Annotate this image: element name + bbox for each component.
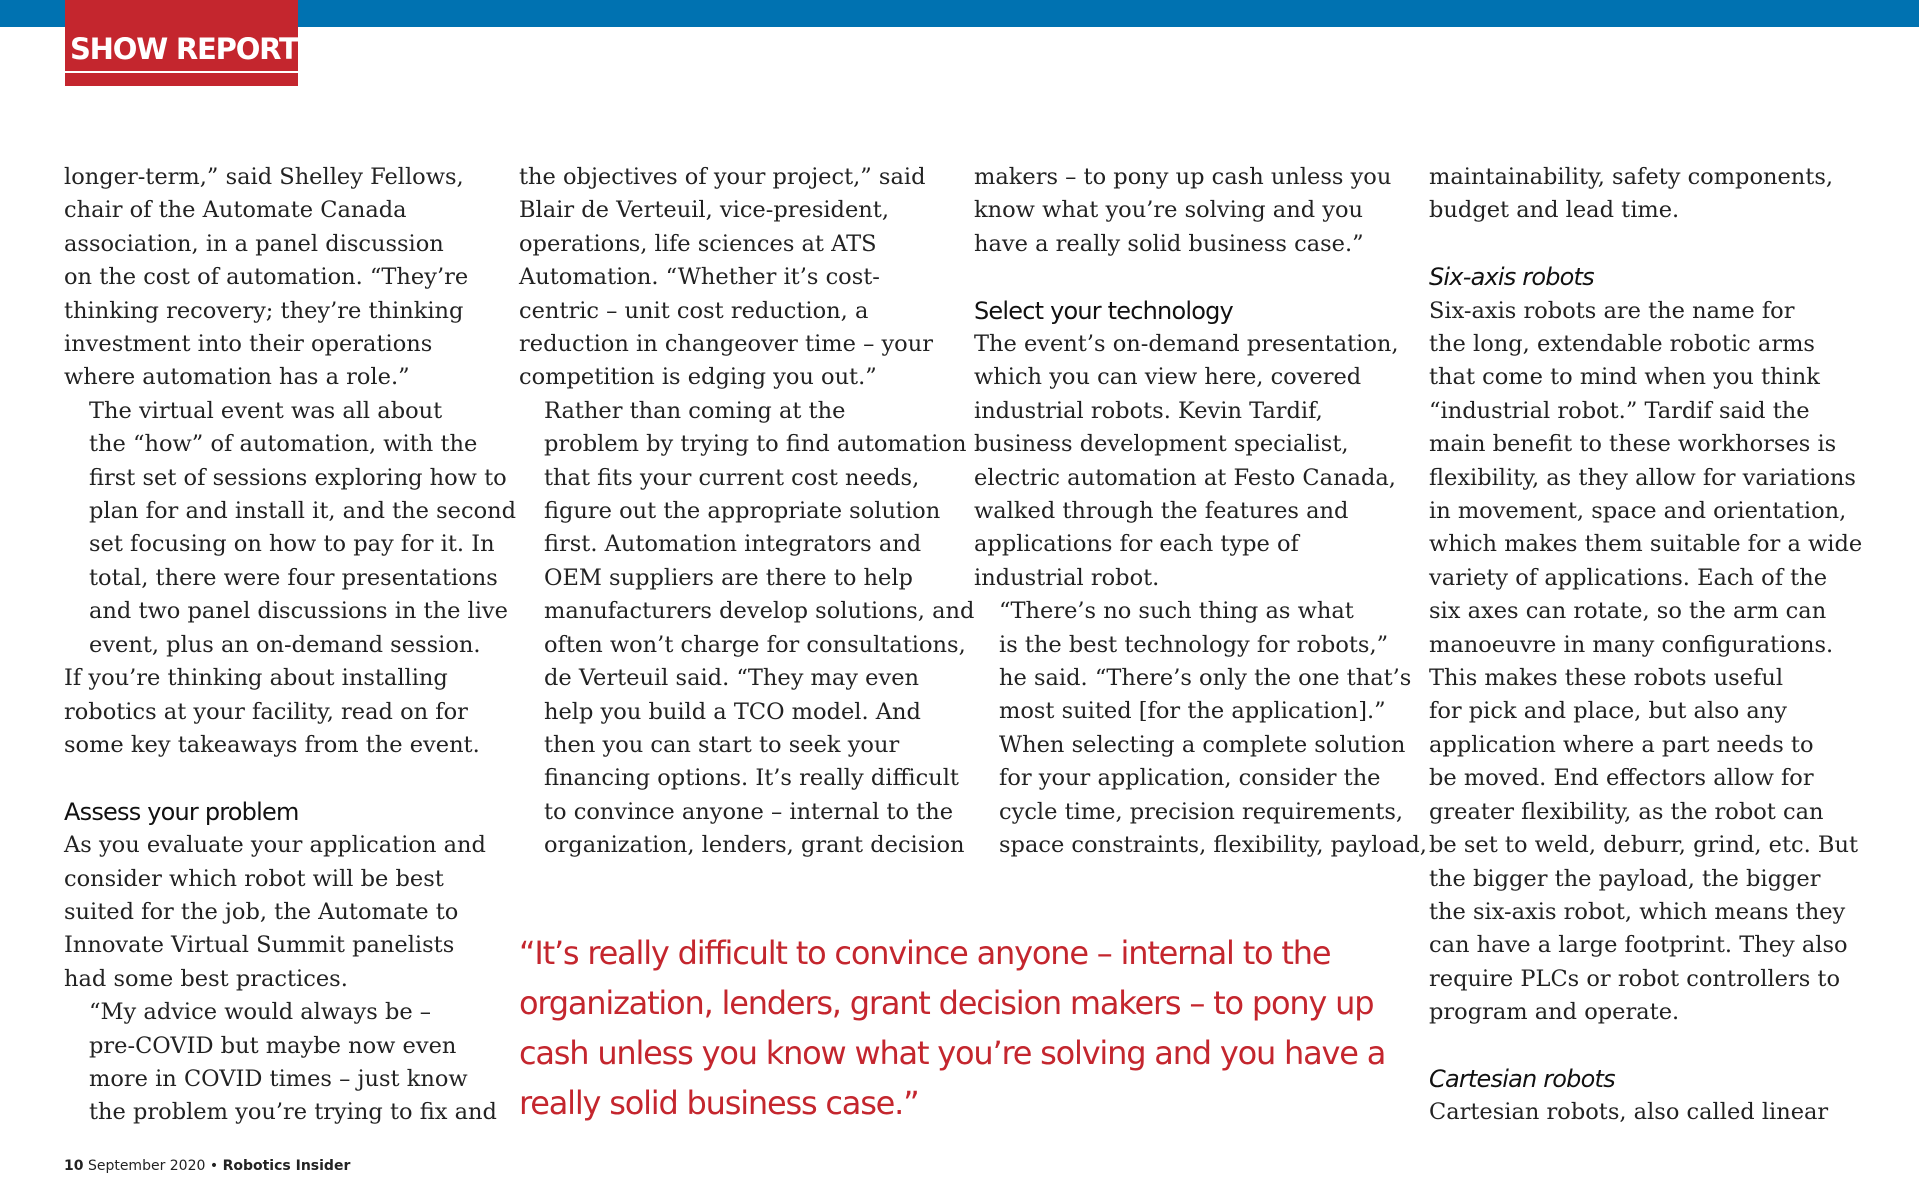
subheading-six-axis-robots: Six-axis robots xyxy=(1429,263,1594,292)
text-line: main benefit to these workhorses is xyxy=(1429,431,1837,458)
paragraph xyxy=(64,829,494,996)
text-line: operations, life sciences at ATS xyxy=(519,230,877,257)
text-line: some key takeaways from the event. xyxy=(64,731,480,758)
text-line: the long, extendable robotic arms xyxy=(1429,331,1815,357)
text-line: event, plus an on-demand session. xyxy=(89,631,481,658)
text-line: robotics at your facility, read on for xyxy=(64,698,468,725)
text-line: “My advice would always be – xyxy=(89,999,432,1026)
magazine-name: Robotics Insider xyxy=(222,1158,351,1174)
paragraph xyxy=(1429,295,1869,1030)
text-line: total, there were four presentations xyxy=(89,564,498,591)
text-line: competition is edging you out.” xyxy=(519,364,877,391)
text-line: maintainability, safety components, xyxy=(1429,164,1834,190)
text-line: the bigger the payload, the bigger xyxy=(1429,865,1821,892)
page-footer xyxy=(64,1158,350,1174)
subheading-select-your-technology: Select your technology xyxy=(974,296,1233,325)
text-line: As you evaluate your application and xyxy=(64,832,486,859)
text-line: Blair de Verteuil, vice-president, xyxy=(519,197,889,224)
text-line: de Verteuil said. “They may even xyxy=(544,665,920,692)
paragraph xyxy=(974,595,1412,729)
paragraph xyxy=(974,161,1404,261)
section-tab-rule xyxy=(65,71,298,73)
text-line: organization, lenders, grant decision xyxy=(544,832,965,859)
text-line: require PLCs or robot controllers to xyxy=(1429,965,1841,992)
text-line: plan for and install it, and the second xyxy=(89,498,517,525)
text-line: business development specialist, xyxy=(974,431,1349,458)
text-line: OEM suppliers are there to help xyxy=(544,564,913,591)
text-line: centric – unit cost reduction, a xyxy=(519,297,869,324)
text-line: The virtual event was all about xyxy=(89,397,443,424)
text-line: to convince anyone – internal to the xyxy=(544,798,954,825)
paragraph xyxy=(974,729,1427,863)
text-line: which makes them suitable for a wide xyxy=(1429,531,1863,558)
paragraph xyxy=(1429,1096,1869,1129)
text-line: application where a part needs to xyxy=(1429,731,1814,758)
text-line: figure out the appropriate solution xyxy=(544,498,941,525)
text-line: consider which robot will be best xyxy=(64,865,444,892)
text-line: industrial robot. xyxy=(974,564,1160,591)
text-line: chair of the Automate Canada xyxy=(64,197,407,224)
text-line: The event’s on-demand presentation, xyxy=(974,331,1399,357)
text-line: for pick and place, but also any xyxy=(1429,698,1788,725)
text-line: and two panel discussions in the live xyxy=(89,598,508,625)
column-4 xyxy=(1429,161,1869,1130)
text-line: “There’s no such thing as what xyxy=(999,598,1354,625)
text-line: space constraints, flexibility, payload, xyxy=(999,832,1427,859)
subheading-cartesian-robots: Cartesian robots xyxy=(1429,1064,1615,1093)
section-label: SHOW REPORT xyxy=(70,32,298,66)
text-line: where automation has a role.” xyxy=(64,364,410,391)
text-line: longer-term,” said Shelley Fellows, xyxy=(64,164,464,190)
text-line: variety of applications. Each of the xyxy=(1429,564,1828,591)
text-line: industrial robots. Kevin Tardif, xyxy=(974,397,1323,424)
text-line: know what you’re solving and you xyxy=(974,197,1364,224)
paragraph xyxy=(974,328,1404,595)
text-line: first. Automation integrators and xyxy=(544,531,922,558)
text-line: budget and lead time. xyxy=(1429,197,1680,224)
text-line: set focusing on how to pay for it. In xyxy=(89,531,495,558)
issue-date: September 2020 xyxy=(87,1158,206,1174)
text-line: on the cost of automation. “They’re xyxy=(64,264,469,291)
text-line: walked through the features and xyxy=(974,498,1349,525)
section-tab xyxy=(65,0,298,86)
text-line: have a really solid business case.” xyxy=(974,230,1364,257)
text-line: suited for the job, the Automate to xyxy=(64,898,459,925)
paragraph xyxy=(64,161,494,395)
text-line: This makes these robots useful xyxy=(1429,665,1784,692)
text-line: applications for each type of xyxy=(974,531,1299,558)
text-line: cycle time, precision requirements, xyxy=(999,798,1404,825)
text-line: is the best technology for robots,” xyxy=(999,631,1389,658)
text-line: that come to mind when you think xyxy=(1429,364,1820,391)
text-line: thinking recovery; they’re thinking xyxy=(64,297,464,324)
text-line: be moved. End effectors allow for xyxy=(1429,765,1814,792)
text-line: can have a large footprint. They also xyxy=(1429,932,1848,959)
paragraph xyxy=(1429,161,1869,228)
text-line: flexibility, as they allow for variations xyxy=(1429,464,1856,491)
text-line: electric automation at Festo Canada, xyxy=(974,464,1396,491)
text-line: the six-axis robot, which means they xyxy=(1429,898,1846,925)
text-line: financing options. It’s really difficult xyxy=(544,765,959,792)
text-line: the problem you’re trying to fix and xyxy=(89,1099,497,1126)
column-1 xyxy=(64,161,517,1130)
text-line: often won’t charge for consultations, xyxy=(544,631,966,658)
footer-separator: • xyxy=(209,1158,219,1174)
column-2 xyxy=(519,161,975,863)
text-line: manufacturers develop solutions, and xyxy=(544,598,975,625)
text-line: When selecting a complete solution xyxy=(999,731,1406,758)
text-line: greater flexibility, as the robot can xyxy=(1429,798,1824,825)
page-number: 10 xyxy=(64,1158,84,1174)
text-line: first set of sessions exploring how to xyxy=(89,464,507,491)
text-line: Rather than coming at the xyxy=(544,397,846,424)
text-line: organization, lenders, grant decision makers – to pony up xyxy=(519,984,1374,1022)
text-line: that fits your current cost needs, xyxy=(544,464,920,491)
text-line: “industrial robot.” Tardif said the xyxy=(1429,397,1810,424)
text-line: If you’re thinking about installing xyxy=(64,665,448,692)
text-line: more in COVID times – just know xyxy=(89,1065,468,1092)
text-line: Six-axis robots are the name for xyxy=(1429,297,1795,324)
text-line: association, in a panel discussion xyxy=(64,230,444,257)
text-line: problem by trying to find automation xyxy=(544,431,967,458)
text-line: then you can start to seek your xyxy=(544,731,900,758)
text-line: most suited [for the application].” xyxy=(999,698,1386,725)
text-line: Automation. “Whether it’s cost- xyxy=(519,264,880,291)
text-line: he said. “There’s only the one that’s xyxy=(999,665,1412,692)
column-3 xyxy=(974,161,1427,863)
text-line: makers – to pony up cash unless you xyxy=(974,164,1392,190)
text-line: manoeuvre in many configurations. xyxy=(1429,631,1834,658)
text-line: cash unless you know what you’re solving and you have a xyxy=(519,1034,1386,1072)
subheading-assess-your-problem: Assess your problem xyxy=(64,797,299,826)
text-line: help you build a TCO model. And xyxy=(544,698,921,725)
text-line: pre-COVID but maybe now even xyxy=(89,1032,457,1059)
text-line: program and operate. xyxy=(1429,999,1680,1026)
text-line: Cartesian robots, also called linear xyxy=(1429,1099,1829,1126)
text-line: which you can view here, covered xyxy=(974,364,1362,391)
text-line: for your application, consider the xyxy=(999,765,1381,792)
paragraph xyxy=(519,395,975,863)
pull-quote xyxy=(519,928,1399,1128)
text-line: had some best practices. xyxy=(64,965,348,992)
text-line: six axes can rotate, so the arm can xyxy=(1429,598,1827,625)
text-line: in movement, space and orientation, xyxy=(1429,498,1847,525)
text-line: Innovate Virtual Summit panelists xyxy=(64,932,455,959)
text-line: really solid business case.” xyxy=(519,1084,919,1122)
text-line: be set to weld, deburr, grind, etc. But xyxy=(1429,832,1858,859)
paragraph xyxy=(64,395,517,662)
text-line: “It’s really difficult to convince anyone – internal to the xyxy=(519,934,1331,972)
text-line: investment into their operations xyxy=(64,331,433,358)
paragraph xyxy=(64,662,494,762)
paragraph xyxy=(519,161,949,395)
text-line: the “how” of automation, with the xyxy=(89,431,478,458)
text-line: the objectives of your project,” said xyxy=(519,164,926,190)
text-line: reduction in changeover time – your xyxy=(519,331,933,358)
paragraph xyxy=(64,996,497,1130)
